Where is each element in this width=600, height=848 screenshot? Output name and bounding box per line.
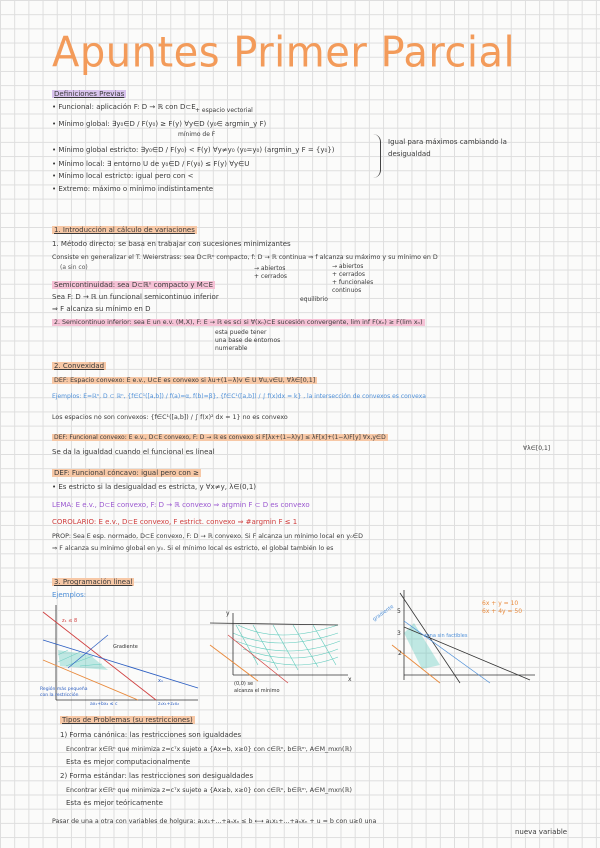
page-title: Apuntes Primer Parcial [52,28,516,78]
section1-note: numerable [215,345,248,352]
graph3-gradient: gradiente [371,603,395,623]
svg-text:2: 2 [398,650,402,657]
prop: PROP: Sea E esp. normado, D⊂E convexo, F: D → ℝ convexo. Si F alcanza un mínimo local en y₀∈D [52,533,363,540]
forma-canonica: 1) Forma canónica: las restricciones son igualdades [60,731,242,739]
prop-continued: ⇒ F alcanza su mínimo global en y₀. Si el mínimo local es estricto, el global también lo es [52,545,334,552]
pasar-holgura-2: nueva variable [515,828,568,836]
section2-heading: 2. Convexidad [54,362,105,370]
abiertos2-note: + cerrados [332,271,366,278]
note-minimo: mínimo de F [178,131,216,138]
section1-line: 1. Método directo: se basa en trabajar con sucesiones minimizantes [52,240,291,248]
estandar-line: Encontrar x∈ℝⁿ que minimiza z=cᵀx sujeto a {Ax≥b, x≥0} con c∈ℝⁿ, b∈ℝᵐ, A∈M_mxn(ℝ) [66,787,352,794]
graph3-zona: zona sin factibles [424,633,468,639]
definition-item: • Mínimo local estricto: igual pero con < [52,172,194,180]
canonica-line: Encontrar x∈ℝⁿ que minimiza z=cᵀx sujeto a {Ax=b, x≥0} con c∈ℝⁿ, b∈ℝᵐ, A∈M_mxn(ℝ) [66,746,352,753]
abiertos2-note: → abiertos [332,263,364,270]
section1-weierstrass: Consiste en generalizar el T. Weierstrass: sea D⊂ℝⁿ compacto, f: D → ℝ continua ⇒ f alcanza su máximo y su mínimo en D [52,254,438,261]
section1-line: 2. Semicontinuo inferior: sea E un e.v. (M,X), F: E → ℝ es sci si ∀(xₙ)⊂E sucesión convergente, lim inf F(xₙ) ≥ F(lim xₙ) [54,319,423,326]
definitions-heading: Definiciones Previas [54,90,125,98]
note-espacio: + espacio vectorial [195,107,253,114]
definition-item: • Mínimo global: ∃y₀∈D / F(y₀) ≥ F(y) ∀y∈D (y₀∈ argmin_y F) [52,120,267,128]
brace-divider [372,134,381,178]
canonica-note: Esta es mejor computacionalmente [66,758,191,766]
lp-graph-2 [198,605,358,695]
no-convexo: Los espacios no son convexos: {f∈C¹([a,b]) / ∫ f(x)² dx = 1} no es convexo [52,414,288,421]
graph2-note: alcanza el mínimo [234,688,280,694]
graph2-note: (0,0) se [234,681,254,687]
definition-item: • Extremo: máximo o mínimo indistintamente [52,185,214,193]
estandar-note: Esta es mejor teóricamente [66,799,163,807]
graph1-restriction: con la restricción [40,693,79,698]
svg-text:3: 3 [397,630,401,637]
brace-note-line: Igual para máximos cambiando la [388,138,507,146]
tipos-heading: Tipos de Problemas (su restricciones) [62,716,193,724]
definition-item: • Mínimo global estricto: ∃y₀∈D / F(y₀) < F(y) ∀y≠y₀ (y₀=y₀) (argmin_y F = {y₀}) [52,146,335,154]
svg-text:ax₁+bx₂ ≤ c: ax₁+bx₂ ≤ c [90,702,118,707]
ejemplos-label: Ejemplos: [52,591,87,599]
lema: LEMA: E e.v., D⊂E convexo, F: D → ℝ convexo ⇒ argmin F ⊂ D es convexo [52,501,310,509]
brace-note-line: desigualdad [388,150,431,158]
section3-heading: 3. Programación lineal [54,578,133,586]
graph2-x: x [348,676,352,683]
def-lineal-note: Se da la igualdad cuando el funcional es lineal [52,448,215,456]
graph3-eq2: 6x + 4y = 50 [482,608,523,615]
semicontinuidad-line: Semicontinuidad: sea D⊂ℝⁿ compacto y M⊂E [54,281,214,289]
abiertos2-note: + funcionales [332,279,374,286]
section1-line: ⇒ F alcanza su mínimo en D [52,305,151,313]
abiertos-note: → abiertos [254,265,286,272]
definition-item: • Mínimo local: ∃ entorno U de y₀∈D / F(y₀) ≤ F(y) ∀y∈U [52,160,250,168]
equilibrio-note: equilibrio [300,296,328,303]
svg-text:z₁x₁+z₂x₂: z₁x₁+z₂x₂ [158,702,180,707]
graph1-gradient: Gradiente [113,644,138,650]
forma-estandar: 2) Forma estándar: las restricciones son desigualdades [60,772,254,780]
graph1-x1: x₁ [158,678,163,684]
graph1-region: Región más pequeña [40,687,88,692]
section1-heading: 1. Introducción al cálculo de variaciones [54,226,195,234]
def-espacio-convexo: DEF: Espacio convexo: E e.v., U⊂E es convexo si λu+(1−λ)v ∈ U ∀u,v∈U, ∀λ∈[0,1] [54,377,316,384]
section1-note: esta puede tener [215,329,267,336]
graph1-label: z₁ ≤ 8 [62,618,78,624]
corolario: COROLARIO: E e.v., D⊂E convexo, F estrict. convexo ⇒ #argmin F ≤ 1 [52,518,298,526]
def-lambda: ∀λ∈[0,1] [523,445,551,452]
lp-graph-3 [370,585,550,685]
lp-graph-1 [38,600,208,710]
def-funcional-concavo: DEF: Funcional cóncavo: igual pero con ≥ [54,469,200,477]
graph2-y: y [226,610,230,617]
section1-line: Sea F: D → ℝ un funcional semicontinuo inferior [52,293,219,301]
es-estricto: • Es estricto si la desigualdad es estricta, y ∀x≠y, λ∈(0,1) [52,483,257,491]
svg-text:5: 5 [397,608,401,615]
pasar-holgura: Pasar de una a otra con variables de holgura: a₁x₁+...+aₙxₙ ≤ b ⟷ a₁x₁+...+aₙxₙ + u = b con u≥0 una [52,818,377,825]
ejemplos-convexos: Ejemplos: E=ℝⁿ, D ⊂ ℝⁿ, {f∈C¹([a,b]) / f(a)=α, f(b)=β}, {f∈C¹([a,b]) / ∫ f(x)dx = k} , la intersección de convexos es convexa [52,393,426,400]
section1-note: una base de entornos [215,337,281,344]
graph3-eq1: 6x + y = 10 [482,600,519,607]
abiertos2-note: continuos [332,287,362,294]
definition-item: • Funcional: aplicación F: D → ℝ con D⊂E [52,103,196,111]
def-funcional-convexo: DEF: Funcional convexo: E e.v., D⊂E convexo, F: D → ℝ es convexo si F[λx+(1−λ)y] ≤ λF[x]+(1−λ)F[y] ∀x,y∈D [54,434,386,441]
abiertos-note: + cerrados [254,273,288,280]
